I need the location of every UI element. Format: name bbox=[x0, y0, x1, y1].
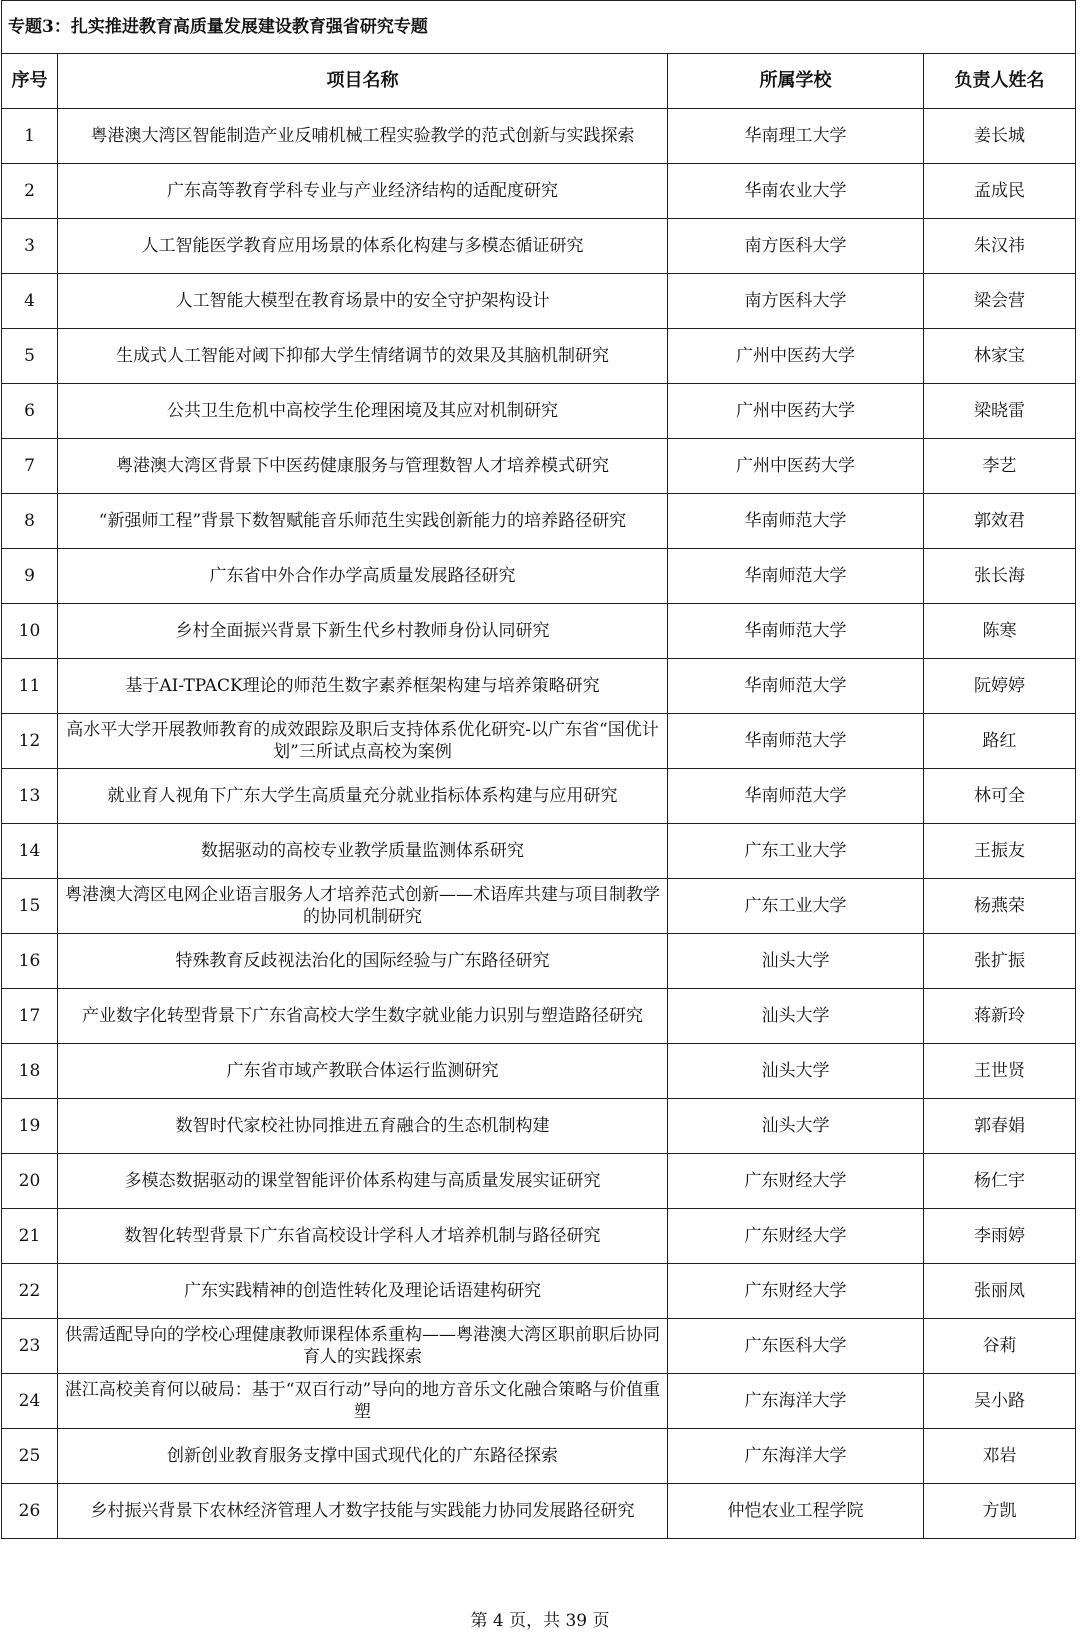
cell-no: 2 bbox=[2, 164, 58, 219]
cell-project-name: 粤港澳大湾区电网企业语言服务人才培养范式创新——术语库共建与项目制教学的协同机制研究 bbox=[58, 879, 668, 934]
cell-project-name: 数据驱动的高校专业教学质量监测体系研究 bbox=[58, 824, 668, 879]
cell-leader: 林可全 bbox=[924, 769, 1076, 824]
cell-leader: 路红 bbox=[924, 714, 1076, 769]
cell-no: 10 bbox=[2, 604, 58, 659]
cell-school: 华南师范大学 bbox=[668, 549, 924, 604]
cell-leader: 郭效君 bbox=[924, 494, 1076, 549]
table-row bbox=[2, 439, 1076, 494]
cell-project-name: 数智化转型背景下广东省高校设计学科人才培养机制与路径研究 bbox=[58, 1209, 668, 1264]
cell-leader: 梁会营 bbox=[924, 274, 1076, 329]
cell-school: 广东海洋大学 bbox=[668, 1374, 924, 1429]
cell-project-name: 产业数字化转型背景下广东省高校大学生数字就业能力识别与塑造路径研究 bbox=[58, 989, 668, 1044]
cell-school: 汕头大学 bbox=[668, 934, 924, 989]
table-header-row bbox=[2, 54, 1076, 109]
cell-no: 5 bbox=[2, 329, 58, 384]
table-row bbox=[2, 659, 1076, 714]
cell-leader: 朱汉祎 bbox=[924, 219, 1076, 274]
cell-no: 16 bbox=[2, 934, 58, 989]
cell-leader: 方凯 bbox=[924, 1484, 1076, 1539]
cell-school: 汕头大学 bbox=[668, 989, 924, 1044]
cell-no: 17 bbox=[2, 989, 58, 1044]
cell-school: 华南理工大学 bbox=[668, 109, 924, 164]
cell-leader: 郭春娟 bbox=[924, 1099, 1076, 1154]
cell-project-name: 创新创业教育服务支撑中国式现代化的广东路径探索 bbox=[58, 1429, 668, 1484]
cell-leader: 蒋新玲 bbox=[924, 989, 1076, 1044]
cell-leader: 杨仁宇 bbox=[924, 1154, 1076, 1209]
cell-no: 14 bbox=[2, 824, 58, 879]
cell-no: 24 bbox=[2, 1374, 58, 1429]
page-footer: 第 4 页，共 39 页 bbox=[470, 1611, 610, 1631]
cell-project-name: 生成式人工智能对阈下抑郁大学生情绪调节的效果及其脑机制研究 bbox=[58, 329, 668, 384]
cell-no: 7 bbox=[2, 439, 58, 494]
cell-project-name: 湛江高校美育何以破局：基于“双百行动”导向的地方音乐文化融合策略与价值重塑 bbox=[58, 1374, 668, 1429]
table-row bbox=[2, 1044, 1076, 1099]
table-row bbox=[2, 549, 1076, 604]
table-row bbox=[2, 934, 1076, 989]
table-row bbox=[2, 274, 1076, 329]
cell-project-name: 广东省中外合作办学高质量发展路径研究 bbox=[58, 549, 668, 604]
cell-school: 华南师范大学 bbox=[668, 714, 924, 769]
cell-no: 4 bbox=[2, 274, 58, 329]
cell-school: 广东财经大学 bbox=[668, 1209, 924, 1264]
table-row bbox=[2, 494, 1076, 549]
cell-project-name: 特殊教育反歧视法治化的国际经验与广东路径研究 bbox=[58, 934, 668, 989]
cell-leader: 吴小路 bbox=[924, 1374, 1076, 1429]
cell-project-name: 供需适配导向的学校心理健康教师课程体系重构——粤港澳大湾区职前职后协同育人的实践探索 bbox=[58, 1319, 668, 1374]
table-row bbox=[2, 989, 1076, 1044]
cell-leader: 谷莉 bbox=[924, 1319, 1076, 1374]
cell-school: 仲恺农业工程学院 bbox=[668, 1484, 924, 1539]
table-row bbox=[2, 824, 1076, 879]
cell-leader: 张扩振 bbox=[924, 934, 1076, 989]
cell-leader: 孟成民 bbox=[924, 164, 1076, 219]
cell-school: 华南师范大学 bbox=[668, 604, 924, 659]
table-title: 专题3：扎实推进教育高质量发展建设教育强省研究专题 bbox=[2, 1, 1076, 54]
table-row bbox=[2, 1209, 1076, 1264]
cell-leader: 李雨婷 bbox=[924, 1209, 1076, 1264]
table-row bbox=[2, 604, 1076, 659]
cell-project-name: 就业育人视角下广东大学生高质量充分就业指标体系构建与应用研究 bbox=[58, 769, 668, 824]
table-row bbox=[2, 109, 1076, 164]
cell-no: 25 bbox=[2, 1429, 58, 1484]
cell-leader: 陈寒 bbox=[924, 604, 1076, 659]
cell-leader: 王世贤 bbox=[924, 1044, 1076, 1099]
table-row bbox=[2, 1099, 1076, 1154]
table-row bbox=[2, 1319, 1076, 1374]
cell-project-name: 人工智能大模型在教育场景中的安全守护架构设计 bbox=[58, 274, 668, 329]
cell-leader: 李艺 bbox=[924, 439, 1076, 494]
cell-no: 9 bbox=[2, 549, 58, 604]
cell-school: 华南师范大学 bbox=[668, 659, 924, 714]
cell-project-name: 乡村全面振兴背景下新生代乡村教师身份认同研究 bbox=[58, 604, 668, 659]
table-row bbox=[2, 769, 1076, 824]
cell-school: 广东工业大学 bbox=[668, 879, 924, 934]
cell-no: 13 bbox=[2, 769, 58, 824]
cell-project-name: “新强师工程”背景下数智赋能音乐师范生实践创新能力的培养路径研究 bbox=[58, 494, 668, 549]
cell-school: 广东海洋大学 bbox=[668, 1429, 924, 1484]
table-row bbox=[2, 1484, 1076, 1539]
cell-project-name: 广东实践精神的创造性转化及理论话语建构研究 bbox=[58, 1264, 668, 1319]
cell-school: 广州中医药大学 bbox=[668, 329, 924, 384]
cell-school: 广州中医药大学 bbox=[668, 439, 924, 494]
cell-school: 南方医科大学 bbox=[668, 219, 924, 274]
cell-no: 11 bbox=[2, 659, 58, 714]
table-row bbox=[2, 1154, 1076, 1209]
cell-no: 18 bbox=[2, 1044, 58, 1099]
cell-no: 12 bbox=[2, 714, 58, 769]
table-row bbox=[2, 164, 1076, 219]
cell-school: 汕头大学 bbox=[668, 1099, 924, 1154]
cell-no: 20 bbox=[2, 1154, 58, 1209]
header-no: 序号 bbox=[2, 54, 58, 109]
cell-no: 23 bbox=[2, 1319, 58, 1374]
cell-school: 广东财经大学 bbox=[668, 1154, 924, 1209]
table-row bbox=[2, 219, 1076, 274]
cell-no: 22 bbox=[2, 1264, 58, 1319]
table-row bbox=[2, 1264, 1076, 1319]
table-row bbox=[2, 329, 1076, 384]
cell-project-name: 粤港澳大湾区背景下中医药健康服务与管理数智人才培养模式研究 bbox=[58, 439, 668, 494]
cell-project-name: 公共卫生危机中高校学生伦理困境及其应对机制研究 bbox=[58, 384, 668, 439]
cell-project-name: 高水平大学开展教师教育的成效跟踪及职后支持体系优化研究-以广东省“国优计划”三所试点高校为案例 bbox=[58, 714, 668, 769]
table-row bbox=[2, 1374, 1076, 1429]
cell-project-name: 数智时代家校社协同推进五育融合的生态机制构建 bbox=[58, 1099, 668, 1154]
cell-school: 华南师范大学 bbox=[668, 769, 924, 824]
cell-no: 8 bbox=[2, 494, 58, 549]
table-row bbox=[2, 1429, 1076, 1484]
cell-leader: 林家宝 bbox=[924, 329, 1076, 384]
header-school: 所属学校 bbox=[668, 54, 924, 109]
cell-leader: 梁晓雷 bbox=[924, 384, 1076, 439]
cell-school: 华南农业大学 bbox=[668, 164, 924, 219]
cell-project-name: 广东省市域产教联合体运行监测研究 bbox=[58, 1044, 668, 1099]
cell-leader: 邓岩 bbox=[924, 1429, 1076, 1484]
cell-no: 15 bbox=[2, 879, 58, 934]
cell-leader: 姜长城 bbox=[924, 109, 1076, 164]
cell-leader: 阮婷婷 bbox=[924, 659, 1076, 714]
table-row bbox=[2, 879, 1076, 934]
cell-project-name: 人工智能医学教育应用场景的体系化构建与多模态循证研究 bbox=[58, 219, 668, 274]
header-leader: 负责人姓名 bbox=[924, 54, 1076, 109]
cell-school: 广州中医药大学 bbox=[668, 384, 924, 439]
table-row bbox=[2, 384, 1076, 439]
cell-leader: 张长海 bbox=[924, 549, 1076, 604]
table-row bbox=[2, 714, 1076, 769]
cell-no: 3 bbox=[2, 219, 58, 274]
cell-no: 26 bbox=[2, 1484, 58, 1539]
cell-leader: 王振友 bbox=[924, 824, 1076, 879]
cell-project-name: 粤港澳大湾区智能制造产业反哺机械工程实验教学的范式创新与实践探索 bbox=[58, 109, 668, 164]
cell-project-name: 多模态数据驱动的课堂智能评价体系构建与高质量发展实证研究 bbox=[58, 1154, 668, 1209]
table-title-row bbox=[2, 1, 1076, 54]
cell-school: 广东医科大学 bbox=[668, 1319, 924, 1374]
cell-school: 华南师范大学 bbox=[668, 494, 924, 549]
cell-school: 广东财经大学 bbox=[668, 1264, 924, 1319]
cell-leader: 杨燕荣 bbox=[924, 879, 1076, 934]
cell-project-name: 乡村振兴背景下农林经济管理人才数字技能与实践能力协同发展路径研究 bbox=[58, 1484, 668, 1539]
cell-school: 汕头大学 bbox=[668, 1044, 924, 1099]
cell-project-name: 广东高等教育学科专业与产业经济结构的适配度研究 bbox=[58, 164, 668, 219]
project-table bbox=[1, 0, 1076, 1539]
cell-leader: 张丽凤 bbox=[924, 1264, 1076, 1319]
cell-school: 南方医科大学 bbox=[668, 274, 924, 329]
cell-no: 1 bbox=[2, 109, 58, 164]
cell-no: 19 bbox=[2, 1099, 58, 1154]
cell-school: 广东工业大学 bbox=[668, 824, 924, 879]
cell-project-name: 基于AI-TPACK理论的师范生数字素养框架构建与培养策略研究 bbox=[58, 659, 668, 714]
cell-no: 6 bbox=[2, 384, 58, 439]
cell-no: 21 bbox=[2, 1209, 58, 1264]
header-name: 项目名称 bbox=[58, 54, 668, 109]
